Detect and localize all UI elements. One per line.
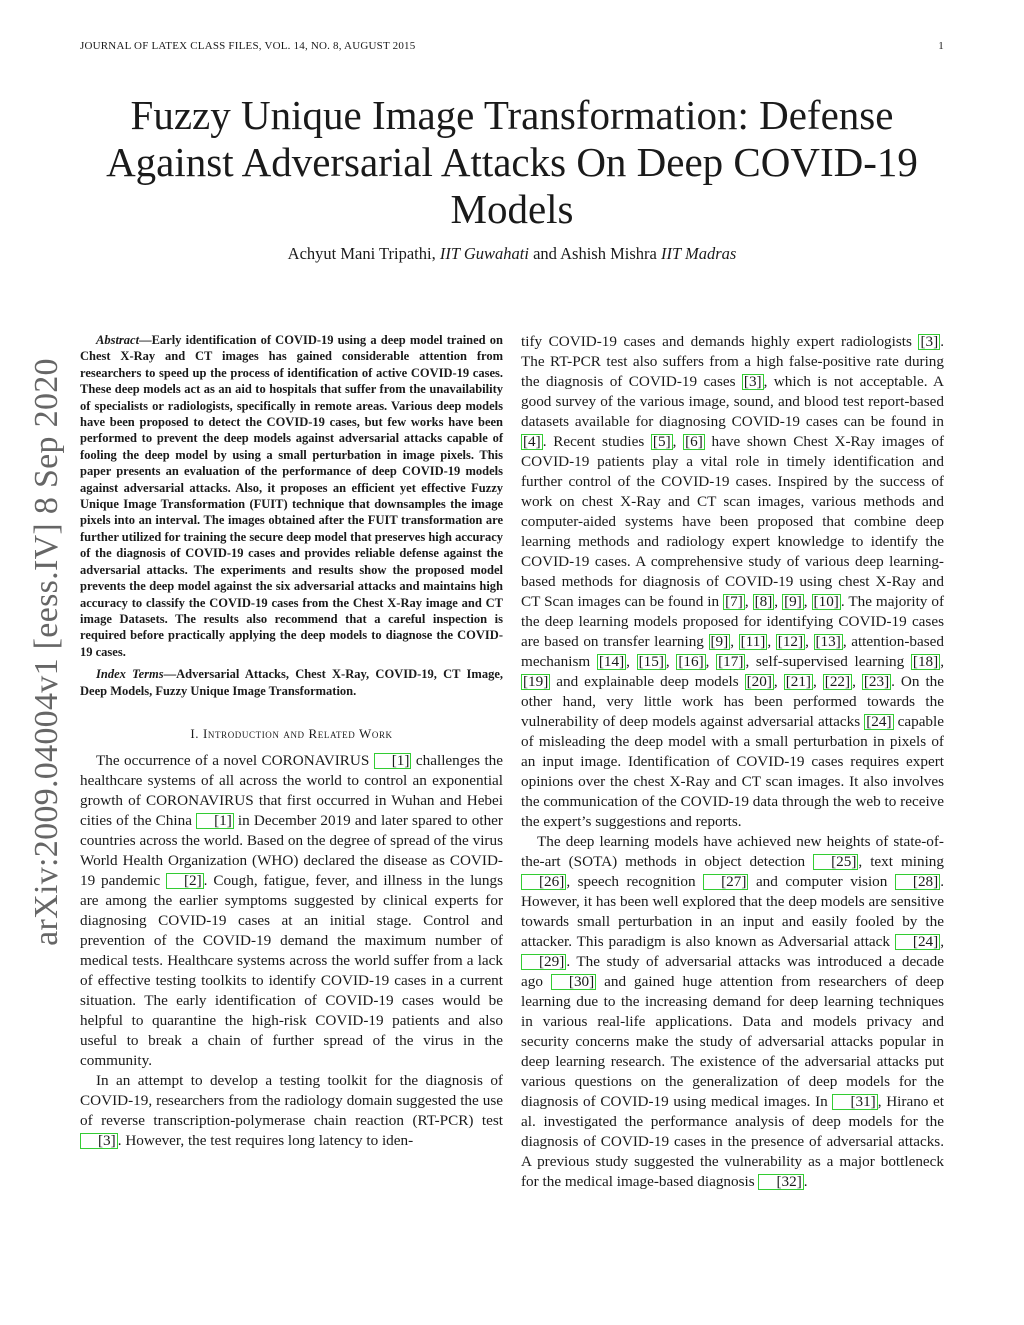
paragraph-text: The deep learning models have achieved new heights of state-of-the-art (SOTA) methods in object detection	[521, 833, 944, 870]
author-connector: and	[533, 244, 557, 263]
page-number: 1	[938, 40, 944, 52]
paragraph-text: The occurrence of a novel CORONAVIRUS	[96, 751, 374, 769]
title-line-1: Fuzzy Unique Image Transformation: Defense	[130, 92, 894, 138]
paragraph-text: ,	[626, 653, 637, 670]
paragraph-text: capable of misleading the deep model with a small perturbation in pixels of an input image. Identification of COVID-19 cases requires expert opinions over the chest X-Ray and CT scan images. It also involves the communication of the COVID-19 data through the web to receive the expert’s suggestions and reports.	[521, 713, 944, 830]
citation-link[interactable]: [12]	[777, 633, 804, 650]
paragraph-text: challenges the healthcare systems of all across the world to control an exponential growth of CORONAVIRUS that first occurred in Wuhan and Hebei cities of the China	[80, 751, 504, 829]
citation-link[interactable]: [8]	[754, 593, 773, 610]
citation-link[interactable]: [31]	[832, 1094, 877, 1110]
citation-link[interactable]: [9]	[710, 633, 729, 650]
affiliation-2: IIT Madras	[660, 244, 737, 263]
citation-link[interactable]: [13]	[815, 633, 841, 650]
citation-link[interactable]: [4]	[523, 433, 541, 450]
left-column	[80, 332, 503, 1151]
index-terms	[80, 666, 503, 699]
citation-link[interactable]: [11]	[740, 633, 766, 650]
title-line-2: Against Adversarial Attacks On Deep COVID-19	[106, 139, 918, 185]
paragraph-text: , text mining	[858, 853, 944, 870]
affiliation-1: IIT Guwahati	[439, 244, 529, 263]
citation-link[interactable]: [22]	[824, 673, 851, 690]
running-header	[80, 40, 944, 56]
journal-label: JOURNAL OF LATEX CLASS FILES, VOL. 14, NO. 8, AUGUST 2015	[80, 40, 416, 52]
citation-link[interactable]: [16]	[678, 653, 704, 670]
paragraph-text: ,	[665, 653, 677, 670]
citation-link[interactable]: [9]	[784, 593, 802, 610]
paragraph-text: , self-supervised learning	[745, 653, 911, 670]
paragraph-text: In an attempt to develop a testing toolkit for the diagnosis of COVID-19, researchers from the radiology domain suggested the use of reverse transcription-polymerase chain reaction (RT-PCR) test	[80, 1071, 503, 1129]
author-line	[80, 244, 944, 264]
index-terms-text: —Adversarial Attacks, Chest X-Ray, COVID-19, CT Image, Deep Models, Fuzzy Unique Image Transformation.	[80, 667, 503, 698]
citation-link[interactable]: [5]	[652, 433, 671, 450]
citation-link[interactable]: [2]	[166, 873, 204, 889]
paragraph-text: ,	[773, 673, 784, 690]
citation-link[interactable]: [26]	[521, 874, 566, 890]
citation-link[interactable]: [27]	[703, 874, 748, 890]
author-2: Ashish Mishra	[560, 244, 657, 263]
paragraph-text: , Hirano et al. investigated the performance analysis of deep models for the diagnosis of COVID-19 cases in the presence of adversarial attacks. A previous study suggested the vulnerability as a major bottleneck for the medical image-based diagnosis	[521, 1093, 945, 1190]
paragraph-text: . The majority of the deep learning models proposed for identifying COVID-19 cases are based on transfer learning	[521, 593, 944, 650]
paragraph-text: and gained huge attention from researchers of deep learning due to the increasing demand for deep learning techniques in various real-life applications. Data and models privacy and security concerns make the study of adversarial attacks popular in deep learning research. The existence of the adversarial attacks put various questions on the generalization of deep models for the diagnosis of COVID-19 using medical images. In	[521, 973, 944, 1110]
citation-link[interactable]: [24]	[895, 934, 940, 950]
paragraph-text: , speech recognition	[566, 873, 704, 890]
citation-link[interactable]: [30]	[551, 974, 596, 990]
paragraph-text: , which is not acceptable. A good survey of the various image, sound, and blood test report-based datasets available for diagnosing COVID-19 cases can be found in	[521, 373, 945, 430]
right-column	[521, 332, 944, 1192]
citation-link[interactable]: [7]	[725, 593, 743, 610]
paragraph-text: ,	[940, 653, 945, 670]
paragraph-text: ,	[813, 673, 823, 690]
citation-link[interactable]: [10]	[813, 593, 839, 610]
paragraph-text: . Recent studies	[542, 433, 651, 450]
citation-link[interactable]: [15]	[638, 653, 664, 670]
index-terms-lead: Index Terms	[96, 667, 164, 682]
paragraph-text: , attention-based mechanism	[521, 633, 944, 670]
paragraph-4	[521, 832, 944, 1192]
paragraph-text: ,	[767, 633, 776, 650]
section-number: I.	[190, 725, 200, 741]
paragraph-text: have shown Chest X-Ray images of COVID-19 patients play a vital role in timely identification and further control of the COVID-19 cases. Inspired by the success of work on chest X-Ray and CT scan images, various methods and computer-aided systems have been proposed that combine deep learning methods and radiology expert knowledge to identify the COVID-19 cases. A comprehensive study of various deep learning-based methods for diagnosis of COVID-19 using chest X-Ray and CT Scan images can be found in	[521, 433, 945, 610]
citation-link[interactable]: [3]	[743, 373, 762, 390]
abstract-lead: Abstract	[96, 333, 140, 347]
paragraph-text: ,	[940, 933, 944, 950]
paragraph-text: ,	[805, 633, 814, 650]
paper-title	[80, 92, 944, 233]
paragraph-text: ,	[774, 593, 783, 610]
paragraph-text: .	[803, 1173, 808, 1190]
citation-link[interactable]: [19]	[523, 673, 549, 690]
section-title: Introduction and Related Work	[202, 725, 393, 741]
paragraph-2	[80, 1071, 503, 1151]
citation-link[interactable]: [21]	[785, 673, 811, 690]
paragraph-text: and computer vision	[748, 873, 895, 890]
arxiv-stamp: arXiv:2009.04004v1 [eess.IV] 8 Sep 2020	[28, 358, 65, 946]
paragraph-3	[521, 332, 944, 832]
citation-link[interactable]: [3]	[920, 333, 939, 350]
citation-link[interactable]: [23]	[863, 673, 890, 690]
title-line-3: Models	[450, 186, 574, 232]
citation-link[interactable]: [14]	[598, 653, 625, 670]
paragraph-text: ,	[705, 653, 717, 670]
citation-link[interactable]: [32]	[758, 1174, 803, 1190]
citation-link[interactable]: [24]	[866, 713, 892, 730]
paragraph-text: . Cough, fatigue, fever, and illness in the lungs are among the earlier symptoms suggested by clinical experts for diagnosing COVID-19 cases at an initial stage. Control and prevention of the COVID-19 demand the maximum number of medical tests. Healthcare systems across the world suffer from a lack of effective testing toolkits to identify COVID-19 cases in a current situation. The early identification of COVID-19 cases would be helpful to quarantine the high-risk COVID-19 patients and also useful to break a chain of further spread of the virus in the community.	[80, 871, 503, 1069]
author-1: Achyut Mani Tripathi,	[287, 244, 436, 263]
citation-link[interactable]: [29]	[521, 954, 566, 970]
citation-link[interactable]: [3]	[80, 1133, 118, 1149]
citation-link[interactable]: [6]	[685, 433, 703, 450]
citation-link[interactable]: [20]	[746, 673, 772, 690]
abstract-text: —Early identification of COVID-19 using a deep model trained on Chest X-Ray and CT images has gained considerable attention from researchers to speed up the process of identification of active COVID-19 cases. These deep models act as an aid to hospitals that suffer from the unavailability of specialists or radiologists, specifically in remote areas. Various deep models have been proposed to detect the COVID-19 cases, but few works have been performed to prevent the deep models against adversarial attacks capable of fooling the deep model by using a small perturbation in image pixels. This paper presents an evaluation of the performance of deep COVID-19 models against adversarial attacks. Also, it proposes an efficient yet effective Fuzzy Unique Image Transformation (FUIT) technique that downsamples the image pixels into an interval. The images obtained after the FUIT transformation are further utilized for training the secure deep model that preserves high accuracy of the diagnosis of COVID-19 cases and provides reliable defense against the adversarial attacks. The experiments and results show the proposed model prevents the deep model against the six adversarial attacks and maintains high accuracy to classify the COVID-19 cases from the Chest X-Ray image and CT image Datasets. The results also recommend that a careful inspection is required before practically applying the deep models to diagnose the COVID-19 cases.	[80, 333, 503, 659]
paragraph-text: ,	[744, 593, 753, 610]
section-heading	[80, 725, 503, 743]
paragraph-text: ,	[803, 593, 812, 610]
paragraph-text: ,	[852, 673, 862, 690]
citation-link[interactable]: [1]	[196, 813, 234, 829]
paragraph-text: . The study of adversarial attacks was introduced a decade ago	[521, 953, 944, 990]
paragraph-text: and explainable deep models	[550, 673, 745, 690]
citation-link[interactable]: [17]	[718, 653, 744, 670]
paragraph-1	[80, 751, 503, 1071]
citation-link[interactable]: [1]	[374, 753, 412, 769]
paragraph-text: tify COVID-19 cases and demands highly expert radiologists	[521, 333, 919, 350]
paragraph-text: . On the other hand, very little work has been performed towards the vulnerability of deep models against adversarial attacks	[521, 673, 945, 730]
paragraph-text: . The RT-PCR test also suffers from a high false-positive rate during the diagnosis of COVID-19 cases	[521, 333, 944, 390]
abstract	[80, 332, 503, 660]
citation-link[interactable]: [25]	[813, 854, 858, 870]
citation-link[interactable]: [28]	[895, 874, 940, 890]
paragraph-text: . However, the test requires long latency to iden-	[117, 1131, 414, 1149]
paragraph-text: in December 2019 and later spared to other countries across the world. Based on the degree of spread of the virus World Health Organization (WHO) declared the disease as COVID-19 pandemic	[80, 811, 503, 889]
paragraph-text: ,	[672, 433, 684, 450]
paragraph-text: ,	[730, 633, 739, 650]
citation-link[interactable]: [18]	[912, 653, 939, 670]
paragraph-text: . However, it has been well explored that the deep models are sensitive towards small perturbation in an input and easily fooled by the attacker. This paradigm is also known as Adversarial attack	[521, 873, 944, 950]
